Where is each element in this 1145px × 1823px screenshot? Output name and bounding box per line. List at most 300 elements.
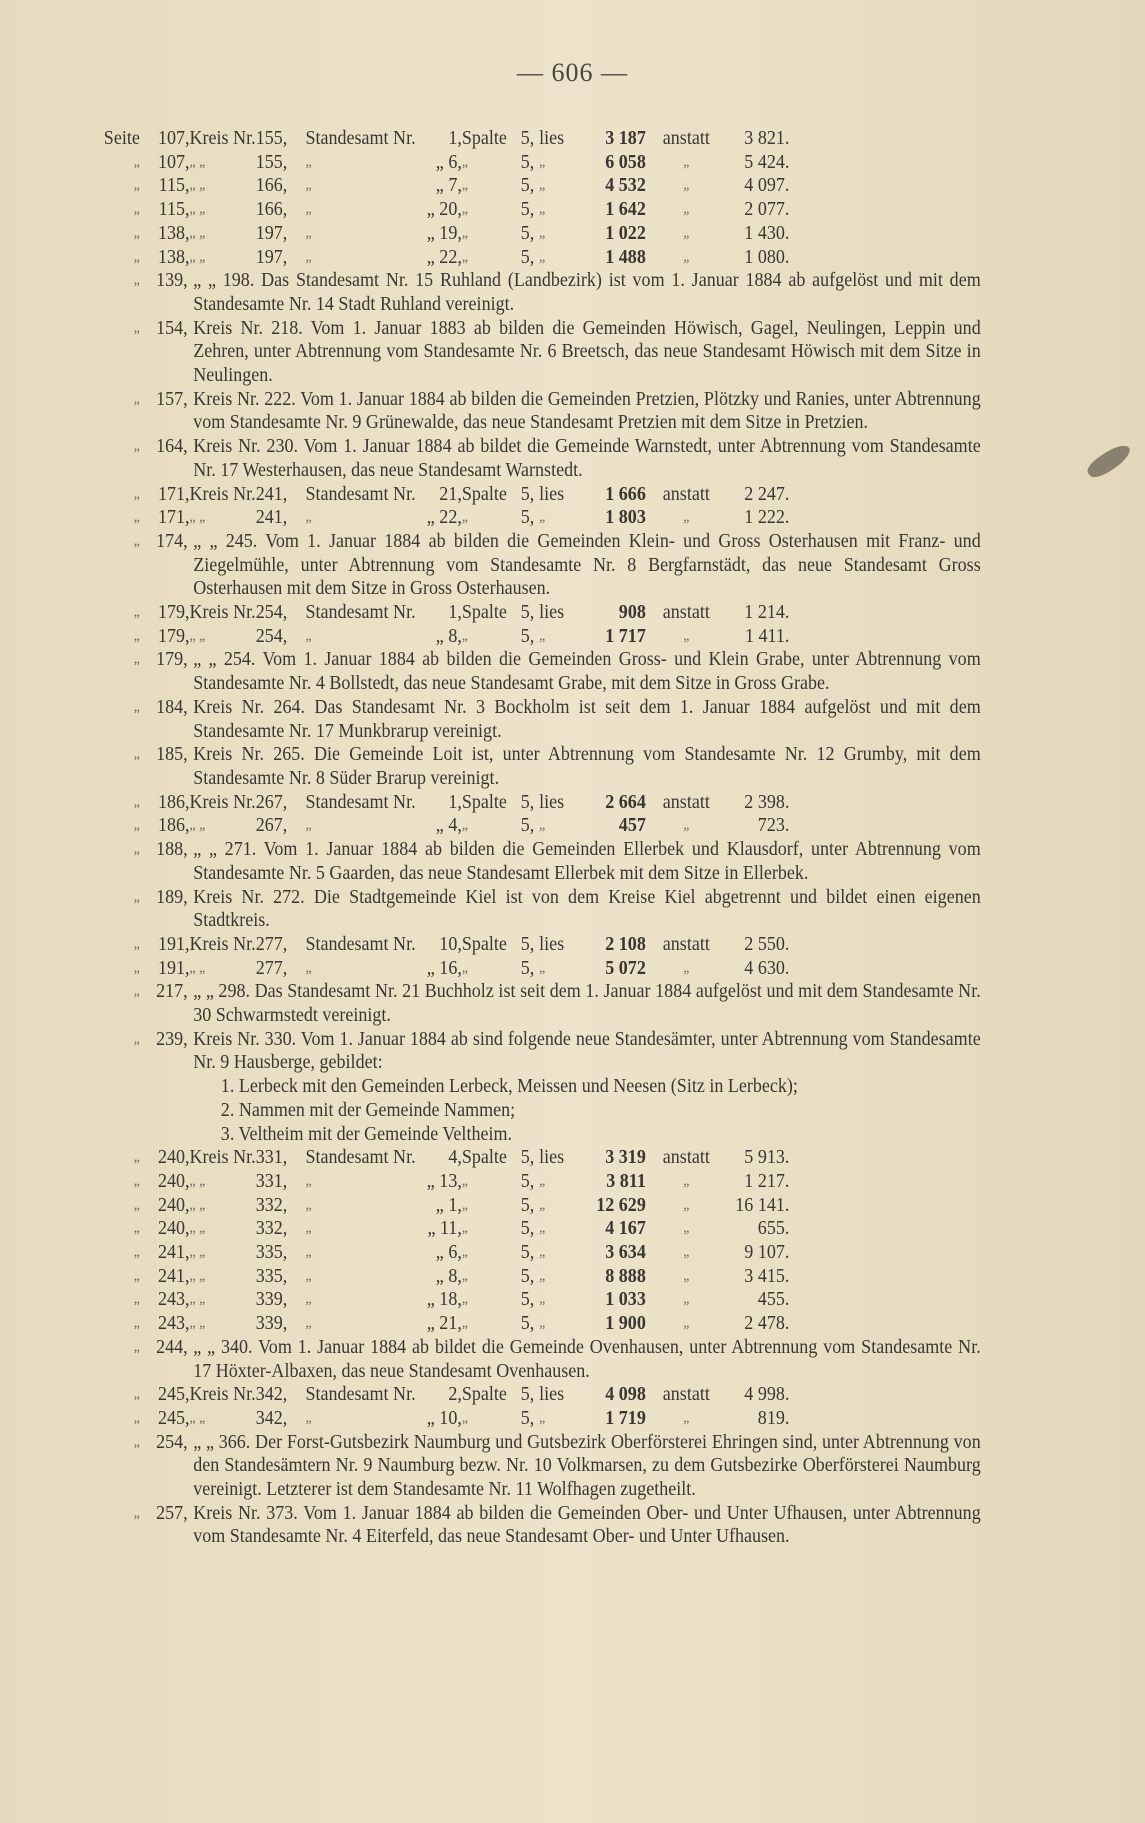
standesamt-number: „ 4, <box>435 815 462 837</box>
kreis-number: 254, <box>255 625 288 647</box>
correction-row <box>92 625 981 649</box>
row-prefix: „ <box>133 627 140 644</box>
kreis-number: 166, <box>255 175 288 197</box>
anstatt-label: „ <box>683 1315 690 1332</box>
correction-row <box>92 198 981 222</box>
spalte-number: 5, <box>520 625 535 647</box>
kreis-number: 332, <box>255 1194 288 1216</box>
seite-number: 217, <box>156 981 188 1003</box>
correction-row <box>92 127 981 151</box>
spalte-number: 5, <box>520 1313 535 1335</box>
original-value: 1 080. <box>744 246 790 268</box>
spalte-number: 5, <box>520 957 535 979</box>
row-prefix: „ <box>133 841 140 858</box>
lies-label: „ <box>539 201 546 218</box>
lies-label: „ <box>539 509 546 526</box>
note-text: „ „ 366. Der Forst-Gutsbezirk Naumburg und Gutsbezirk Oberförsterei Ehringen sind, unter Abtrennung von den Standesämtern Nr. 9 Naumburg bezw. Nr. 10 Volkmarsen, zu dem Gutsbezirke Oberförsterei Naumburg vereinigt. Letzterer ist dem Standesamte Nr. 11 Wolfhagen zugetheilt. <box>193 1431 981 1501</box>
anstatt-label: „ <box>683 153 690 170</box>
kreis-number: 197, <box>255 222 288 244</box>
anstatt-label: „ <box>683 1172 690 1189</box>
anstatt-label: „ <box>683 1409 690 1426</box>
correction-row <box>92 957 981 981</box>
sub-item: 2. Nammen mit der Gemeinde Nammen; <box>220 1099 516 1121</box>
seite-number: 188, <box>156 839 188 861</box>
errata-list <box>92 127 981 1549</box>
kreis-number: 335, <box>255 1242 288 1264</box>
anstatt-label: „ <box>683 1291 690 1308</box>
standesamt-number: „ 22, <box>426 246 462 268</box>
row-prefix: „ <box>133 1409 140 1426</box>
spalte-label: Spalte <box>461 933 507 955</box>
original-value: 2 478. <box>744 1313 790 1335</box>
spalte-label: Spalte <box>461 791 507 813</box>
standesamt-label: „ <box>305 959 312 976</box>
seite-number: 138, <box>157 246 190 268</box>
spalte-number: 5, <box>520 1384 535 1406</box>
anstatt-label: „ <box>683 224 690 241</box>
corrected-value: 1 642 <box>605 199 646 221</box>
correction-row <box>92 1265 981 1289</box>
lies-label: „ <box>539 1267 546 1284</box>
standesamt-number: „ 6, <box>435 151 462 173</box>
anstatt-label: anstatt <box>662 483 710 505</box>
anstatt-label: „ <box>683 817 690 834</box>
seite-number: 115, <box>158 175 190 197</box>
kreis-number: 339, <box>255 1313 288 1335</box>
spalte-number: 5, <box>520 602 535 624</box>
row-prefix: „ <box>133 604 140 621</box>
spalte-label: „ <box>461 1315 468 1332</box>
original-value: 9 107. <box>744 1242 790 1264</box>
note-entry <box>92 530 981 601</box>
kreis-number: 267, <box>255 791 288 813</box>
correction-row <box>92 1217 981 1241</box>
seite-number: 186, <box>157 791 190 813</box>
row-prefix: „ <box>133 1267 140 1284</box>
standesamt-number: 1, <box>448 602 462 624</box>
standesamt-label: Standesamt Nr. <box>305 1147 416 1169</box>
note-entry <box>92 435 981 482</box>
row-prefix: „ <box>133 319 140 336</box>
note-text: „ „ 271. Vom 1. Januar 1884 ab bilden die Gemeinden Ellerbek und Klausdorf, unter Abtrennung vom Standesamte Nr. 5 Gaarden, das neue Standesamt Ellerbek mit dem Sitze in Ellerbek. <box>193 839 981 884</box>
seite-number: 139, <box>156 270 188 292</box>
lies-label: „ <box>539 959 546 976</box>
correction-row <box>92 1312 981 1336</box>
standesamt-label: Standesamt Nr. <box>305 1384 416 1406</box>
corrected-value: 8 888 <box>605 1265 646 1287</box>
standesamt-number: 4, <box>448 1147 462 1169</box>
kreis-number: 254, <box>255 602 288 624</box>
original-value: 455. <box>757 1289 790 1311</box>
spalte-number: 5, <box>520 222 535 244</box>
note-text: „ „ 298. Das Standesamt Nr. 21 Buchholz ist seit dem 1. Januar 1884 aufgelöst und mit dem Standesamte Nr. 30 Schwarmstedt vereinigt. <box>193 981 981 1027</box>
correction-row <box>92 1241 981 1265</box>
lies-label: „ <box>539 153 546 170</box>
standesamt-label: „ <box>305 817 312 834</box>
spalte-number: 5, <box>520 199 535 221</box>
spalte-label: „ <box>461 1196 468 1213</box>
standesamt-number: „ 13, <box>426 1170 462 1192</box>
spalte-label: „ <box>461 817 468 834</box>
kreis-label: „ „ <box>189 177 206 194</box>
original-value: 1 222. <box>744 507 790 529</box>
seite-number: 241, <box>157 1265 190 1287</box>
standesamt-label: Standesamt Nr. <box>305 791 416 813</box>
standesamt-number: „ 1, <box>435 1194 462 1216</box>
spalte-number: 5, <box>520 1194 535 1216</box>
correction-row <box>92 174 981 198</box>
seite-number: 154, <box>156 317 188 339</box>
seite-number: 243, <box>157 1289 190 1311</box>
spalte-number: 5, <box>520 1147 535 1169</box>
spalte-number: 5, <box>520 151 535 173</box>
row-prefix: „ <box>133 1386 140 1403</box>
kreis-label: „ „ <box>189 1291 206 1308</box>
standesamt-number: „ 19, <box>426 222 462 244</box>
correction-row <box>92 1407 981 1431</box>
standesamt-label: Standesamt Nr. <box>305 483 416 505</box>
kreis-number: 331, <box>255 1147 288 1169</box>
seite-number: 185, <box>156 744 188 766</box>
sub-item: 1. Lerbeck mit den Gemeinden Lerbeck, Meissen und Neesen (Sitz in Lerbeck); <box>220 1076 798 1098</box>
standesamt-number: „ 21, <box>426 1313 462 1335</box>
standesamt-number: 1, <box>448 128 462 149</box>
corrected-value: 5 072 <box>605 957 646 979</box>
note-entry <box>92 980 981 1027</box>
correction-row <box>92 791 981 815</box>
original-value: 2 550. <box>744 933 790 955</box>
original-value: 1 430. <box>744 222 790 244</box>
seite-number: 243, <box>157 1313 190 1335</box>
correction-row <box>92 151 981 175</box>
lies-label: „ <box>539 1315 546 1332</box>
kreis-label: Kreis Nr. <box>189 1147 256 1169</box>
seite-number: 191, <box>157 957 190 979</box>
kreis-label: „ „ <box>189 248 206 265</box>
original-value: 1 214. <box>744 602 790 624</box>
standesamt-label: „ <box>305 1172 312 1189</box>
kreis-label: „ „ <box>189 201 206 218</box>
seite-number: 239, <box>156 1028 188 1050</box>
anstatt-label: anstatt <box>662 1384 710 1406</box>
standesamt-number: 1, <box>448 791 462 813</box>
standesamt-label: „ <box>305 627 312 644</box>
note-text: Kreis Nr. 264. Das Standesamt Nr. 3 Bockholm ist seit dem 1. Januar 1884 aufgelöst und mit dem Standesamte Nr. 17 Munkbrarup vereinigt. <box>193 696 981 742</box>
ink-mark <box>1084 440 1134 482</box>
spalte-label: „ <box>461 1409 468 1426</box>
lies-label: lies <box>539 602 565 624</box>
page-number: — 606 — <box>517 58 628 87</box>
correction-row <box>92 1194 981 1218</box>
standesamt-label: Standesamt Nr. <box>305 128 416 149</box>
spalte-label: Spalte <box>461 483 507 505</box>
row-prefix: „ <box>133 390 140 407</box>
seite-number: 138, <box>157 222 190 244</box>
standesamt-label: „ <box>305 1315 312 1332</box>
seite-number: 254, <box>156 1431 188 1453</box>
row-prefix: „ <box>133 888 140 905</box>
original-value: 4 998. <box>744 1384 790 1406</box>
spalte-number: 5, <box>520 507 535 529</box>
standesamt-label: „ <box>305 153 312 170</box>
note-text: Kreis Nr. 265. Die Gemeinde Loit ist, unter Abtrennung vom Standesamte Nr. 12 Grumby, mit dem Standesamte Nr. 8 Süder Brarup vereinigt. <box>193 744 981 789</box>
note-entry <box>92 1431 981 1502</box>
kreis-number: 331, <box>255 1170 288 1192</box>
correction-row <box>92 1383 981 1407</box>
row-prefix: „ <box>133 532 140 549</box>
kreis-number: 155, <box>255 151 288 173</box>
lies-label: „ <box>539 1220 546 1237</box>
spalte-label: „ <box>461 509 468 526</box>
corrected-value: 1 666 <box>605 483 646 505</box>
row-prefix: „ <box>133 746 140 763</box>
seite-number: 189, <box>156 886 188 908</box>
seite-number: 245, <box>157 1407 190 1429</box>
seite-number: 240, <box>157 1218 190 1240</box>
kreis-label: Kreis Nr. <box>189 791 256 813</box>
row-prefix: „ <box>133 1196 140 1213</box>
original-value: 1 411. <box>744 625 790 647</box>
kreis-number: 197, <box>255 246 288 268</box>
seite-number: 179, <box>157 602 190 624</box>
original-value: 655. <box>757 1218 790 1240</box>
corrected-value: 6 058 <box>605 151 646 173</box>
spalte-label: Spalte <box>461 602 507 624</box>
anstatt-label: „ <box>683 1220 690 1237</box>
seite-number: 191, <box>157 933 190 955</box>
standesamt-label: „ <box>305 1409 312 1426</box>
kreis-label: „ „ <box>189 1267 206 1284</box>
original-value: 2 077. <box>744 199 790 221</box>
spalte-number: 5, <box>520 815 535 837</box>
note-text: „ „ 198. Das Standesamt Nr. 15 Ruhland (Landbezirk) ist vom 1. Januar 1884 ab aufgelöst und mit dem Standesamte Nr. 14 Stadt Ruhland vereinigt. <box>193 270 981 315</box>
note-entry <box>92 648 981 695</box>
anstatt-label: „ <box>683 1267 690 1284</box>
seite-number: 240, <box>157 1147 190 1169</box>
lies-label: „ <box>539 1196 546 1213</box>
kreis-label: „ „ <box>189 509 206 526</box>
spalte-number: 5, <box>520 1242 535 1264</box>
lies-label: lies <box>539 1147 565 1169</box>
corrected-value: 457 <box>618 815 646 837</box>
anstatt-label: „ <box>683 201 690 218</box>
spalte-label: „ <box>461 1267 468 1284</box>
row-prefix: „ <box>133 1172 140 1189</box>
note-text: Kreis Nr. 222. Vom 1. Januar 1884 ab bilden die Gemeinden Pretzien, Plötzky und Ranies, unter Abtrennung vom Standesamte Nr. 9 Grünewalde, das neue Standesamt Pretzien mit dem Sitze in Pretzien. <box>193 388 981 434</box>
lies-label: lies <box>539 1384 565 1406</box>
row-prefix: „ <box>133 793 140 810</box>
note-entry <box>92 1336 981 1383</box>
corrected-value: 3 319 <box>605 1147 646 1169</box>
kreis-label: Kreis Nr. <box>189 128 256 149</box>
row-prefix: „ <box>133 983 140 1000</box>
anstatt-label: anstatt <box>662 791 710 813</box>
lies-label: lies <box>539 128 565 149</box>
correction-row <box>92 933 981 957</box>
note-text: „ „ 340. Vom 1. Januar 1884 ab bildet die Gemeinde Ovenhausen, unter Abtrennung vom Standesamte Nr. 17 Höxter-Albaxen, das neue Standesamt Ovenhausen. <box>193 1336 981 1382</box>
row-prefix: „ <box>133 509 140 526</box>
spalte-label: „ <box>461 1172 468 1189</box>
corrected-value: 1 900 <box>605 1313 646 1335</box>
correction-row <box>92 222 981 246</box>
lies-label: „ <box>539 1409 546 1426</box>
row-prefix: „ <box>133 1030 140 1047</box>
seite-number: 107, <box>157 128 190 149</box>
row-prefix: „ <box>133 651 140 668</box>
anstatt-label: anstatt <box>662 128 710 149</box>
note-text: „ „ 245. Vom 1. Januar 1884 ab bilden die Gemeinden Klein- und Gross Osterhausen mit Franz- und Ziegelmühle, unter Abtrennung vom Standesamte Nr. 8 Bergfarnstädt, das neue Standesamt Gross Osterhausen mit dem Sitze in Gross Osterhausen. <box>193 530 981 600</box>
row-prefix: Seite <box>103 128 140 149</box>
row-prefix: „ <box>133 1291 140 1308</box>
original-value: 2 247. <box>744 483 790 505</box>
standesamt-number: 10, <box>439 933 462 955</box>
standesamt-label: „ <box>305 1244 312 1261</box>
seite-number: 157, <box>156 388 188 410</box>
row-prefix: „ <box>133 1149 140 1166</box>
row-prefix: „ <box>133 485 140 502</box>
note-text: Kreis Nr. 230. Vom 1. Januar 1884 ab bildet die Gemeinde Warnstedt, unter Abtrennung vom Standesamte Nr. 17 Westerhausen, das neue Standesamt Warnstedt. <box>193 436 981 481</box>
original-value: 1 217. <box>744 1170 790 1192</box>
row-prefix: „ <box>133 272 140 289</box>
kreis-number: 277, <box>255 933 288 955</box>
row-prefix: „ <box>133 438 140 455</box>
spalte-number: 5, <box>520 483 535 505</box>
note-entry <box>92 743 981 790</box>
note-entry <box>92 388 981 435</box>
anstatt-label: „ <box>683 627 690 644</box>
kreis-label: „ „ <box>189 1196 206 1213</box>
spalte-label: „ <box>461 1220 468 1237</box>
original-value: 16 141. <box>735 1194 790 1216</box>
seite-number: 241, <box>157 1242 190 1264</box>
note-entry <box>92 317 981 388</box>
original-value: 723. <box>757 815 790 837</box>
spalte-label: „ <box>461 959 468 976</box>
standesamt-label: „ <box>305 1220 312 1237</box>
kreis-number: 241, <box>255 507 288 529</box>
spalte-label: „ <box>461 153 468 170</box>
correction-row <box>92 506 981 530</box>
note-entry <box>92 696 981 743</box>
spalte-number: 5, <box>520 1265 535 1287</box>
kreis-number: 332, <box>255 1218 288 1240</box>
kreis-label: „ „ <box>189 1172 206 1189</box>
spalte-label: „ <box>461 1244 468 1261</box>
kreis-number: 335, <box>255 1265 288 1287</box>
anstatt-label: „ <box>683 1244 690 1261</box>
spalte-label: „ <box>461 177 468 194</box>
corrected-value: 4 167 <box>605 1218 646 1240</box>
anstatt-label: anstatt <box>662 602 710 624</box>
note-entry <box>92 1028 981 1147</box>
spalte-label: „ <box>461 627 468 644</box>
corrected-value: 1 717 <box>605 625 646 647</box>
row-prefix: „ <box>133 201 140 218</box>
standesamt-label: „ <box>305 224 312 241</box>
lies-label: „ <box>539 224 546 241</box>
anstatt-label: anstatt <box>662 933 710 955</box>
corrected-value: 12 629 <box>596 1194 646 1216</box>
row-prefix: „ <box>133 1433 140 1450</box>
row-prefix: „ <box>133 1338 140 1355</box>
seite-number: 179, <box>156 649 188 671</box>
original-value: 5 913. <box>744 1147 790 1169</box>
standesamt-number: „ 18, <box>426 1289 462 1311</box>
standesamt-label: „ <box>305 509 312 526</box>
spalte-number: 5, <box>520 1407 535 1429</box>
note-entry <box>92 269 981 316</box>
standesamt-label: „ <box>305 177 312 194</box>
lies-label: „ <box>539 248 546 265</box>
standesamt-number: „ 8, <box>435 625 462 647</box>
spalte-label: „ <box>461 248 468 265</box>
corrected-value: 4 532 <box>605 175 646 197</box>
corrected-value: 1 022 <box>605 222 646 244</box>
anstatt-label: „ <box>683 1196 690 1213</box>
spalte-number: 5, <box>520 791 535 813</box>
sub-item: 3. Veltheim mit der Gemeinde Veltheim. <box>220 1123 513 1145</box>
spalte-label: „ <box>461 1291 468 1308</box>
spalte-label: Spalte <box>461 1384 507 1406</box>
lies-label: „ <box>539 1172 546 1189</box>
note-entry <box>92 1502 981 1549</box>
seite-number: 244, <box>156 1336 188 1358</box>
original-value: 819. <box>757 1407 790 1429</box>
standesamt-number: „ 22, <box>426 507 462 529</box>
spalte-number: 5, <box>520 175 535 197</box>
lies-label: „ <box>539 177 546 194</box>
correction-row <box>92 1170 981 1194</box>
standesamt-number: 2, <box>448 1384 462 1406</box>
note-entry <box>92 838 981 885</box>
kreis-label: „ „ <box>189 1220 206 1237</box>
note-text: Kreis Nr. 218. Vom 1. Januar 1883 ab bilden die Gemeinden Höwisch, Gagel, Neulingen, Leppin und Zehren, unter Abtrennung vom Standesamte Nr. 6 Breetsch, das neue Standesamt Höwisch mit dem Sitze in Neulingen. <box>193 317 981 387</box>
kreis-label: „ „ <box>189 153 206 170</box>
original-value: 4 097. <box>744 175 790 197</box>
note-text: „ „ 254. Vom 1. Januar 1884 ab bilden die Gemeinden Gross- und Klein Grabe, unter Abtrennung vom Standesamte Nr. 4 Bollstedt, das neue Standesamt Grabe, mit dem Sitze in Gross Grabe. <box>193 649 981 695</box>
kreis-number: 277, <box>255 957 288 979</box>
original-value: 2 398. <box>744 791 790 813</box>
standesamt-number: „ 11, <box>427 1218 462 1240</box>
row-prefix: „ <box>133 1315 140 1332</box>
spalte-number: 5, <box>520 933 535 955</box>
original-value: 5 424. <box>744 151 790 173</box>
row-prefix: „ <box>133 153 140 170</box>
corrected-value: 3 187 <box>605 128 646 149</box>
standesamt-number: „ 7, <box>435 175 462 197</box>
anstatt-label: anstatt <box>662 1147 710 1169</box>
corrected-value: 3 811 <box>606 1170 646 1192</box>
standesamt-number: „ 6, <box>435 1242 462 1264</box>
seite-number: 174, <box>156 530 188 552</box>
anstatt-label: „ <box>683 959 690 976</box>
standesamt-label: „ <box>305 248 312 265</box>
anstatt-label: „ <box>683 177 690 194</box>
row-prefix: „ <box>133 177 140 194</box>
standesamt-number: „ 16, <box>426 957 462 979</box>
lies-label: „ <box>539 627 546 644</box>
corrected-value: 2 108 <box>605 933 646 955</box>
spalte-number: 5, <box>520 1218 535 1240</box>
seite-number: 171, <box>157 483 190 505</box>
kreis-number: 241, <box>255 483 288 505</box>
seite-number: 171, <box>157 507 190 529</box>
original-value: 3 415. <box>744 1265 790 1287</box>
spalte-number: 5, <box>520 246 535 268</box>
kreis-number: 342, <box>255 1384 288 1406</box>
correction-row <box>92 483 981 507</box>
row-prefix: „ <box>133 959 140 976</box>
